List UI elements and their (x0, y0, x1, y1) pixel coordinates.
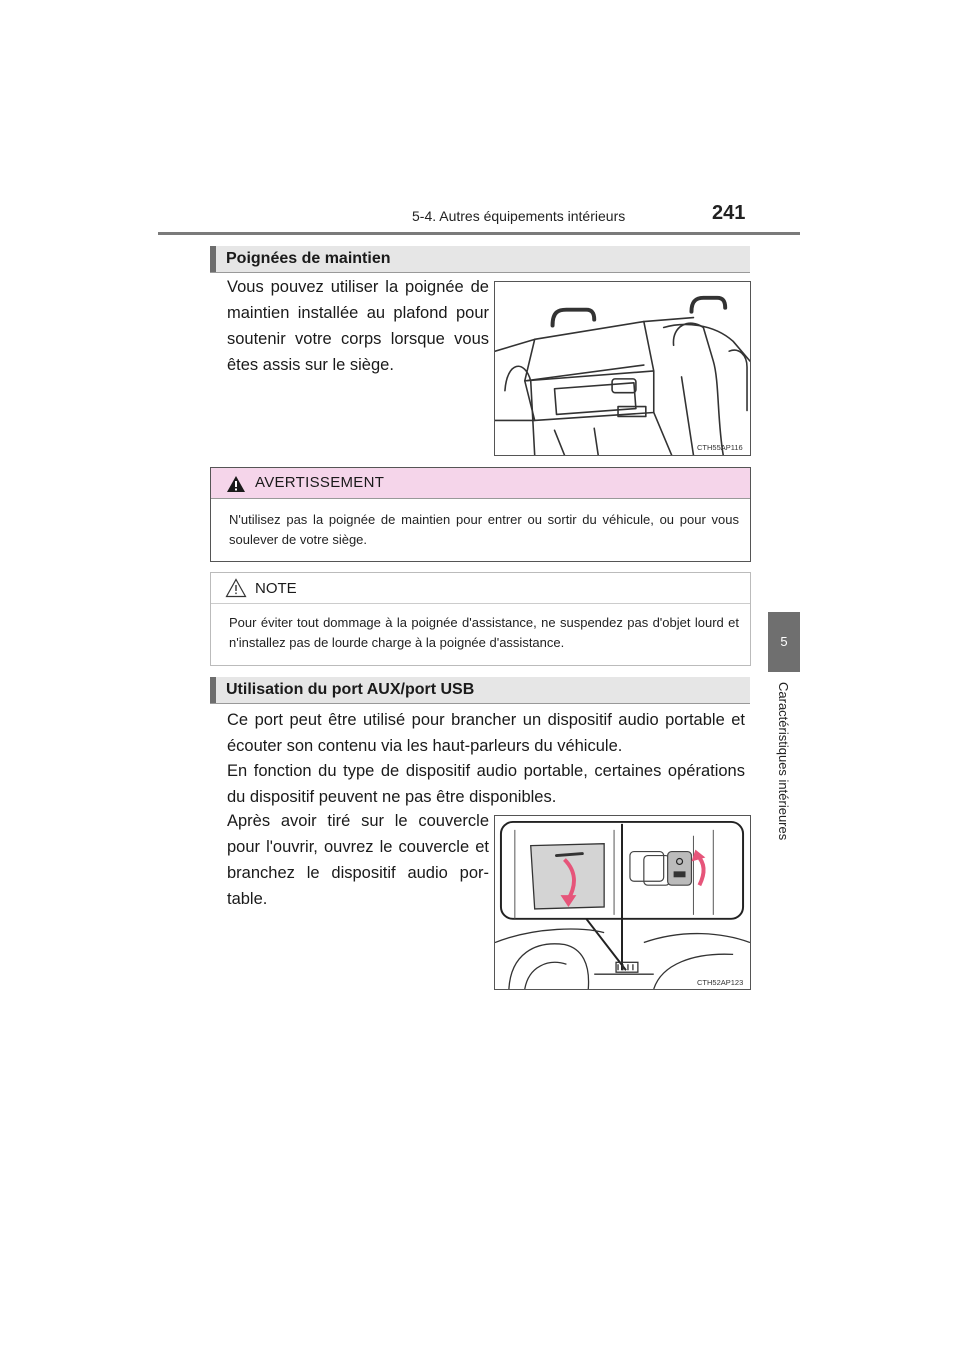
warning-text: N'utilisez pas la poignée de maintien pour entrer ou sortir du véhicule, ou pour vous soulever de votre siège. (229, 512, 739, 547)
note-box (210, 572, 751, 666)
warning-header (211, 468, 750, 499)
chapter-tab (768, 612, 800, 672)
section-title-accent (210, 677, 216, 703)
paragraph: Après avoir tiré sur le couvercle pour l'ouvrir, ouvrez le couvercle et branchez le dispositif audio por-table. (227, 812, 489, 908)
figure-code: CTH55AP116 (697, 443, 743, 452)
warning-title: AVERTISSEMENT (255, 474, 385, 491)
note-title: NOTE (255, 580, 297, 597)
section-title-bar (210, 246, 750, 273)
header-section-label: 5-4. Autres équipements intérieurs (412, 208, 626, 224)
assist-grip-illustration (494, 281, 751, 456)
note-text: Pour éviter tout dommage à la poignée d'assistance, ne suspendez pas d'objet lourd et n'installez pas de lourde charge à la poignée d'assistance. (229, 615, 739, 650)
header-rule (158, 232, 800, 235)
section-title-bar (210, 677, 750, 704)
console-drawing (495, 816, 750, 989)
aux-usb-port-illustration (494, 815, 751, 990)
caution-triangle-icon (225, 578, 247, 598)
section-body-text: Vous pouvez utiliser la poignée de maintien installée au plafond pour soutenir votre corps lorsque vous êtes assis sur le siège. (227, 278, 489, 374)
chapter-number: 5 (780, 634, 788, 649)
section-title: Poignées de maintien (226, 250, 391, 267)
warning-triangle-icon (226, 475, 246, 493)
figure-code: CTH52AP123 (697, 978, 744, 987)
section-title-accent (210, 246, 216, 272)
page-number: 241 (712, 202, 746, 224)
chapter-title-vertical: Caractéristiques intérieures (776, 682, 791, 841)
cabin-interior-drawing (495, 282, 750, 455)
section-title: Utilisation du port AUX/port USB (226, 681, 475, 698)
paragraph: En fonction du type de dispositif audio portable, certaines opérations du dispositif peuvent ne pas être disponibles. (227, 762, 745, 806)
note-header (211, 573, 750, 604)
warning-box (210, 467, 751, 562)
paragraph: Ce port peut être utilisé pour brancher un dispositif audio portable et écouter son contenu via les haut-parleurs du véhicule. (227, 711, 745, 755)
